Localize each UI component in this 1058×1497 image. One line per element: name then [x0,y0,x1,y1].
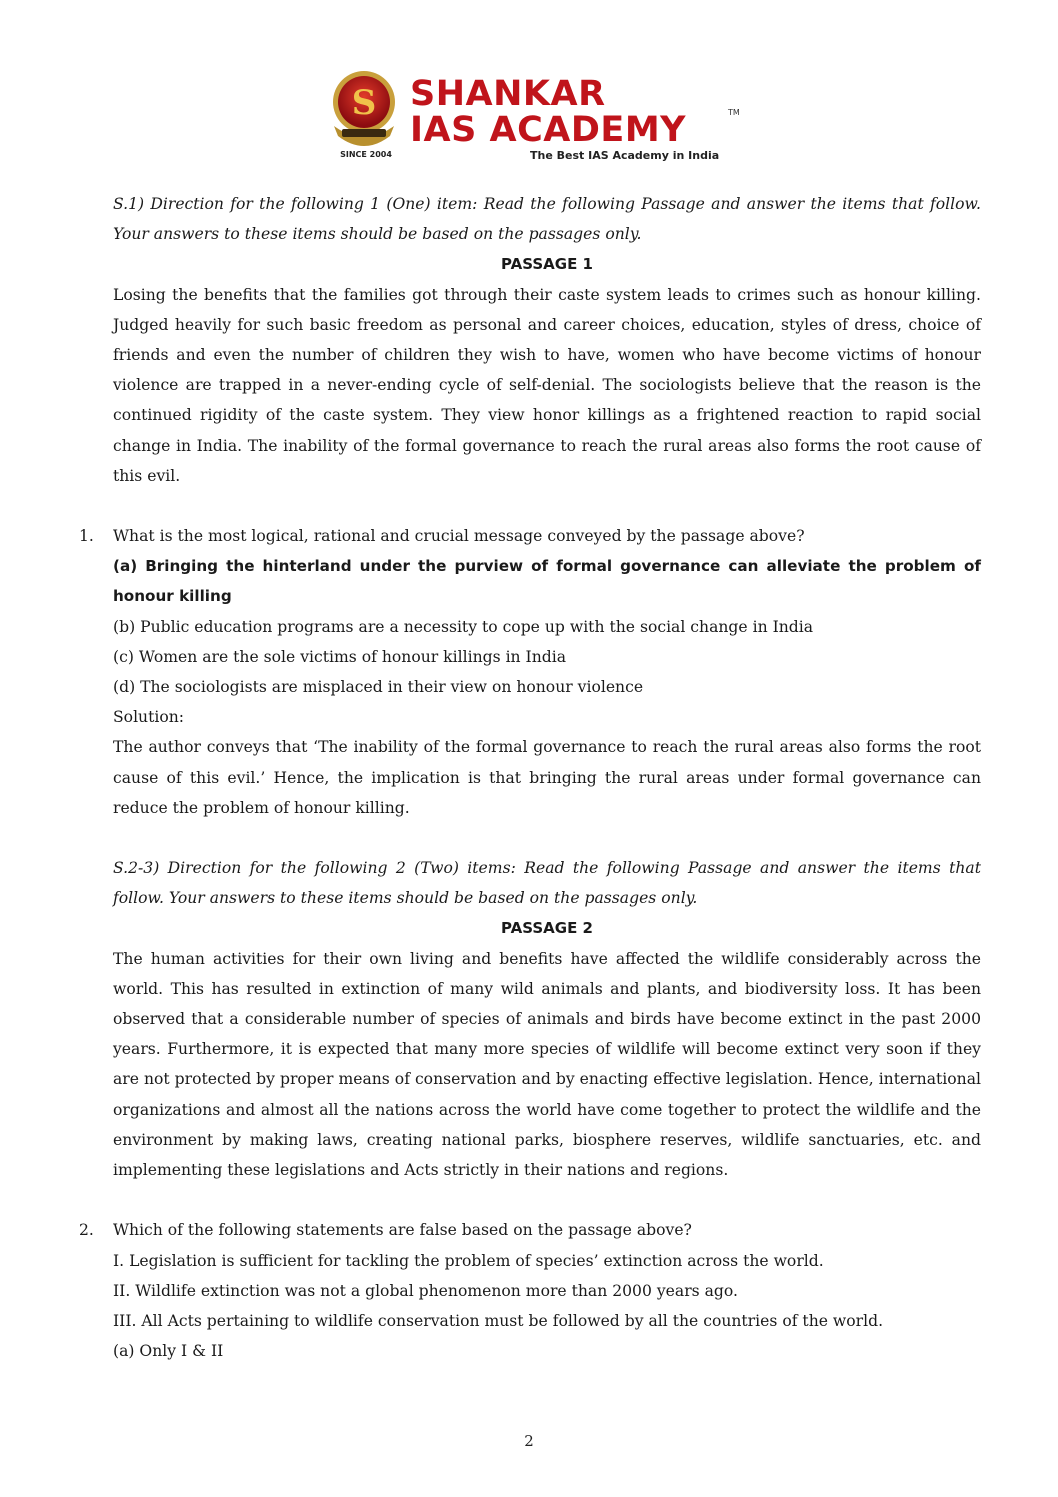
academy-emblem-icon [330,66,398,158]
question-2-statement-1: I. Legislation is sufficient for tackling the problem of species’ extinction across the world. [113,1251,824,1270]
question-2 [79,1215,981,1245]
solution-label: Solution: [113,708,185,727]
page-number: 2 [524,1432,534,1450]
svg-text:S: S [351,83,377,123]
question-1-option-b: (b) Public education programs are a necessity to cope up with the social change in India [113,617,814,636]
question-2-text: Which of the following statements are false based on the passage above? [113,1221,692,1240]
direction-1: S.1) Direction for the following 1 (One) item: Read the following Passage and answer the items that follow. Your answers to these items should be based on the passages only. [113,195,981,244]
document-body [79,189,981,1366]
academy-logo [330,66,750,166]
brand-name-line1: SHANKAR [410,74,606,114]
question-2-option-a: (a) Only I & II [113,1342,224,1361]
tagline: The Best IAS Academy in India [530,149,720,162]
direction-2: S.2-3) Direction for the following 2 (Two) items: Read the following Passage and answer the items that follow. Your answers to these items should be based on the passages only. [113,859,981,908]
solution-text: The author conveys that ‘The inability of the formal governance to reach the rural areas also forms the root cause of this evil.’ Hence, the implication is that bringing the rural areas under formal governance can reduce the problem of honour killing. [113,738,981,817]
question-2-statement-2: II. Wildlife extinction was not a global phenomenon more than 2000 years ago. [113,1281,738,1300]
passage-2-text: The human activities for their own living and benefits have affected the wildlife considerably across the world. This has resulted in extinction of many wild animals and plants, and biodiversity loss. It has been observed that a considerable number of species of animals and birds have become extinct in the past 2000 years. Furthermore, it is expected that many more species of wildlife will become extinct very soon if they are not protected by proper means of conservation and by enacting effective legislation. Hence, international organizations and almost all the nations across the world have come together to protect the wildlife and the environment by making laws, creating national parks, biosphere reserves, wildlife sanctuaries, etc. and implementing these legislations and Acts strictly in their nations and regions. [113,949,981,1180]
trademark-symbol: TM [728,108,740,117]
passage-2-title: PASSAGE 2 [501,919,593,938]
question-1-option-c: (c) Women are the sole victims of honour killings in India [113,647,567,666]
since-label: SINCE 2004 [340,150,392,159]
question-1-number: 1. [79,527,94,546]
question-2-statement-3: III. All Acts pertaining to wildlife conservation must be followed by all the countries of the world. [113,1311,884,1330]
question-1-option-a: (a) Bringing the hinterland under the purview of formal governance can alleviate the problem of honour killing [113,557,981,606]
question-1 [79,521,981,551]
brand-name-line2: IAS ACADEMY [410,110,686,150]
passage-1-text: Losing the benefits that the families got through their caste system leads to crimes such as honour killing. Judged heavily for such basic freedom as personal and career choices, education, styles of dress, choice of friends and even the number of children they wish to have, women who have become victims of honour violence are trapped in a never-ending cycle of self-denial. The sociologists believe that the reason is the continued rigidity of the caste system. They view honor killings as a frightened reaction to rapid social change in India. The inability of the formal governance to reach the rural areas also forms the root cause of this evil. [113,285,981,485]
passage-1-title: PASSAGE 1 [501,255,593,274]
question-2-number: 2. [79,1221,94,1240]
question-1-text: What is the most logical, rational and crucial message conveyed by the passage above? [113,527,805,546]
question-1-option-d: (d) The sociologists are misplaced in their view on honour violence [113,678,644,697]
